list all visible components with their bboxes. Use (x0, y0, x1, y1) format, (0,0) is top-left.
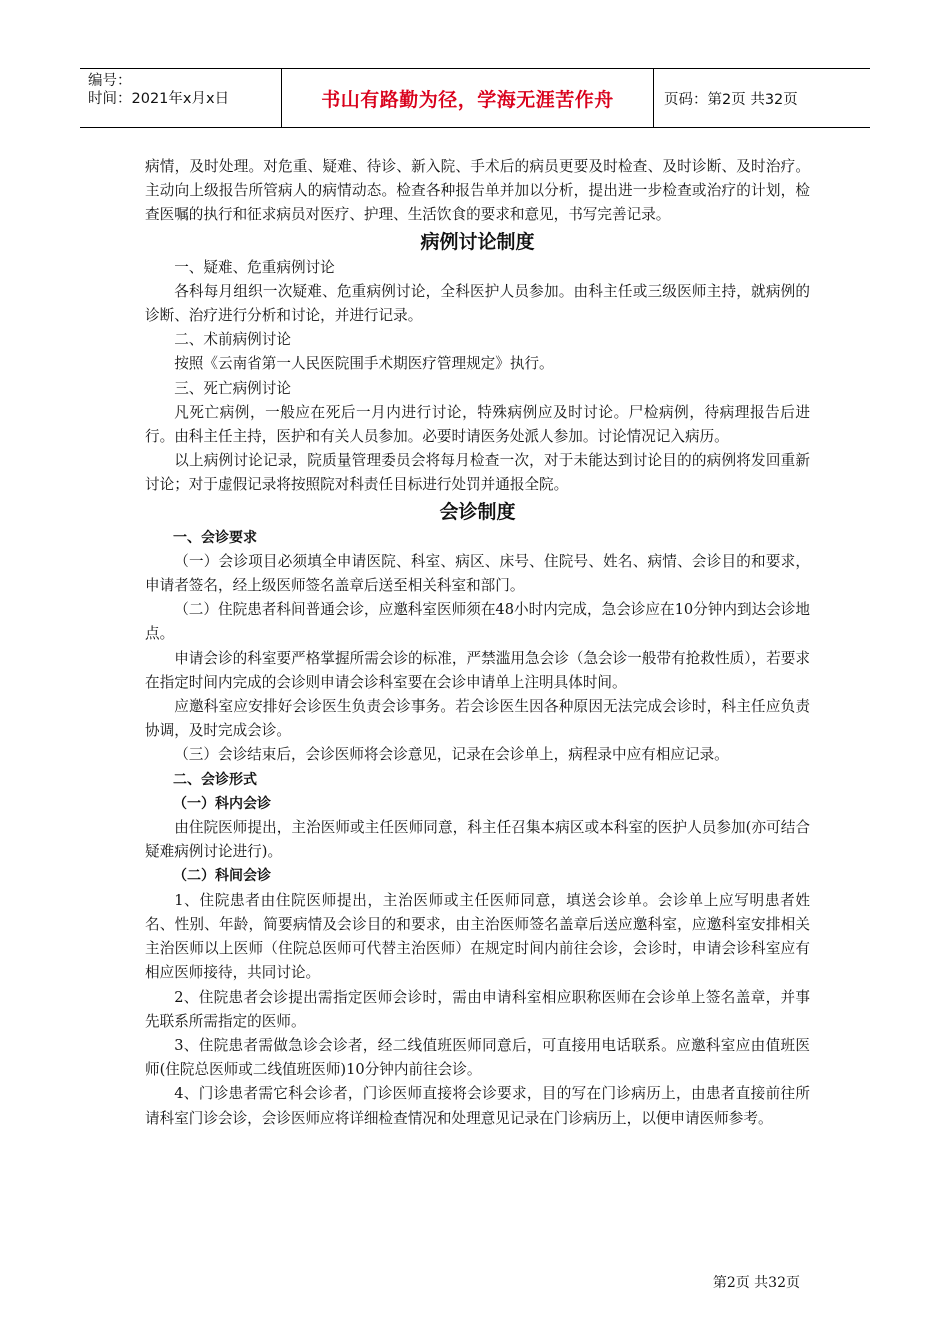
paragraph: 申请会诊的科室要严格掌握所需会诊的标准，严禁滥用急会诊（急会诊一般带有抢救性质），若要求在指定时间内完成的会诊则申请会诊科室要在会诊申请单上注明具体时间。 (145, 649, 810, 691)
bold-subheading: 二、会诊形式 (173, 771, 257, 788)
paragraph: 凡死亡病例，一般应在死后一月内进行讨论，特殊病例应及时讨论。尸检病例，待病理报告后进行。由科主任主持，医护和有关人员参加。必要时请医务处派人参加。讨论情况记入病历。 (145, 403, 810, 446)
paragraph: （一）会诊项目必须填全申请医院、科室、病区、床号、住院号、姓名、病情、会诊目的和要求，申请者签名，经上级医师签名盖章后送至相关科室和部门。 (145, 552, 810, 595)
paragraph: 各科每月组织一次疑难、危重病例讨论，全科医护人员参加。由科主任或三级医师主持，就病例的诊断、治疗进行分析和讨论，并进行记录。 (145, 282, 810, 325)
paragraph: 应邀科室应安排好会诊医生负责会诊事务。若会诊医生因各种原因无法完成会诊时，科主任应负责协调，及时完成会诊。 (145, 698, 810, 740)
document-body (145, 155, 810, 1131)
bold-subheading: （一）科内会诊 (173, 795, 271, 812)
intro-paragraph: 病情，及时处理。对危重、疑难、待诊、新入院、手术后的病员更要及时检查、及时诊断、及时治疗。主动向上级报告所管病人的病情动态。检查各种报告单并加以分析，提出进一步检查或治疗的计划，检查医嘱的执行和征求病员对医疗、护理、生活饮食的要求和意见，书写完善记录。 (145, 158, 810, 224)
header-meta (80, 69, 282, 127)
paragraph: 1、住院患者由住院医师提出，主治医师或主任医师同意，填送会诊单。会诊单上应写明患者姓名、性别、年龄，简要病情及会诊目的和要求，由主治医师签名盖章后送应邀科室，应邀科室安排相关主治医师以上医师（住院总医师可代替主治医师）在规定时间内前往会诊，会诊时，申请会诊科室应有相应医师接待，共同讨论。 (145, 891, 810, 982)
section-title-case-discussion: 病例讨论制度 (420, 230, 535, 253)
document-time: 时间：2021年x月x日 (88, 91, 230, 107)
bold-subheading: （二）科间会诊 (173, 868, 271, 885)
paragraph: 以上病例讨论记录，院质量管理委员会将每月检查一次，对于未能达到讨论目的的病例将发回重新讨论；对于虚假记录将按照院对科责任目标进行处罚并通报全院。 (145, 452, 810, 494)
paragraph: 按照《云南省第一人民医院围手术期医疗管理规定》执行。 (174, 355, 554, 373)
document-number: 编号： (88, 73, 132, 89)
paragraph: 由住院医师提出，主治医师或主任医师同意，科主任召集本病区或本科室的医护人员参加(亦可结合疑难病例讨论进行)。 (145, 819, 810, 861)
paragraph: 2、住院患者会诊提出需指定医师会诊时，需由申请科室相应职称医师在会诊单上签名盖章，并事先联系所需指定的医师。 (145, 988, 810, 1030)
page-footer: 第2页 共32页 (712, 1275, 800, 1291)
subheading: 一、疑难、危重病例讨论 (174, 258, 335, 276)
header-motto: 书山有路勤为径，学海无涯苦作舟 (282, 69, 654, 127)
bold-subheading: 一、会诊要求 (173, 529, 257, 546)
page-header (80, 68, 870, 128)
paragraph: （二）住院患者科间普通会诊，应邀科室医师须在48小时内完成，急会诊应在10分钟内到达会诊地点。 (145, 601, 810, 643)
section-title-consultation: 会诊制度 (439, 500, 516, 523)
paragraph: 4、门诊患者需它科会诊者，门诊医师直接将会诊要求，目的写在门诊病历上，由患者直接前往所请科室门诊会诊，会诊医师应将详细检查情况和处理意见记录在门诊病历上，以便申请医师参考。 (145, 1085, 810, 1127)
paragraph: 3、住院患者需做急诊会诊者，经二线值班医师同意后，可直接用电话联系。应邀科室应由值班医师(住院总医师或二线值班医师)10分钟内前往会诊。 (145, 1036, 810, 1079)
subheading: 二、术前病例讨论 (174, 331, 291, 349)
paragraph: （三）会诊结束后，会诊医师将会诊意见，记录在会诊单上，病程录中应有相应记录。 (174, 746, 729, 764)
subheading: 三、死亡病例讨论 (174, 379, 291, 397)
header-page-info: 页码：第2页 共32页 (664, 91, 798, 108)
